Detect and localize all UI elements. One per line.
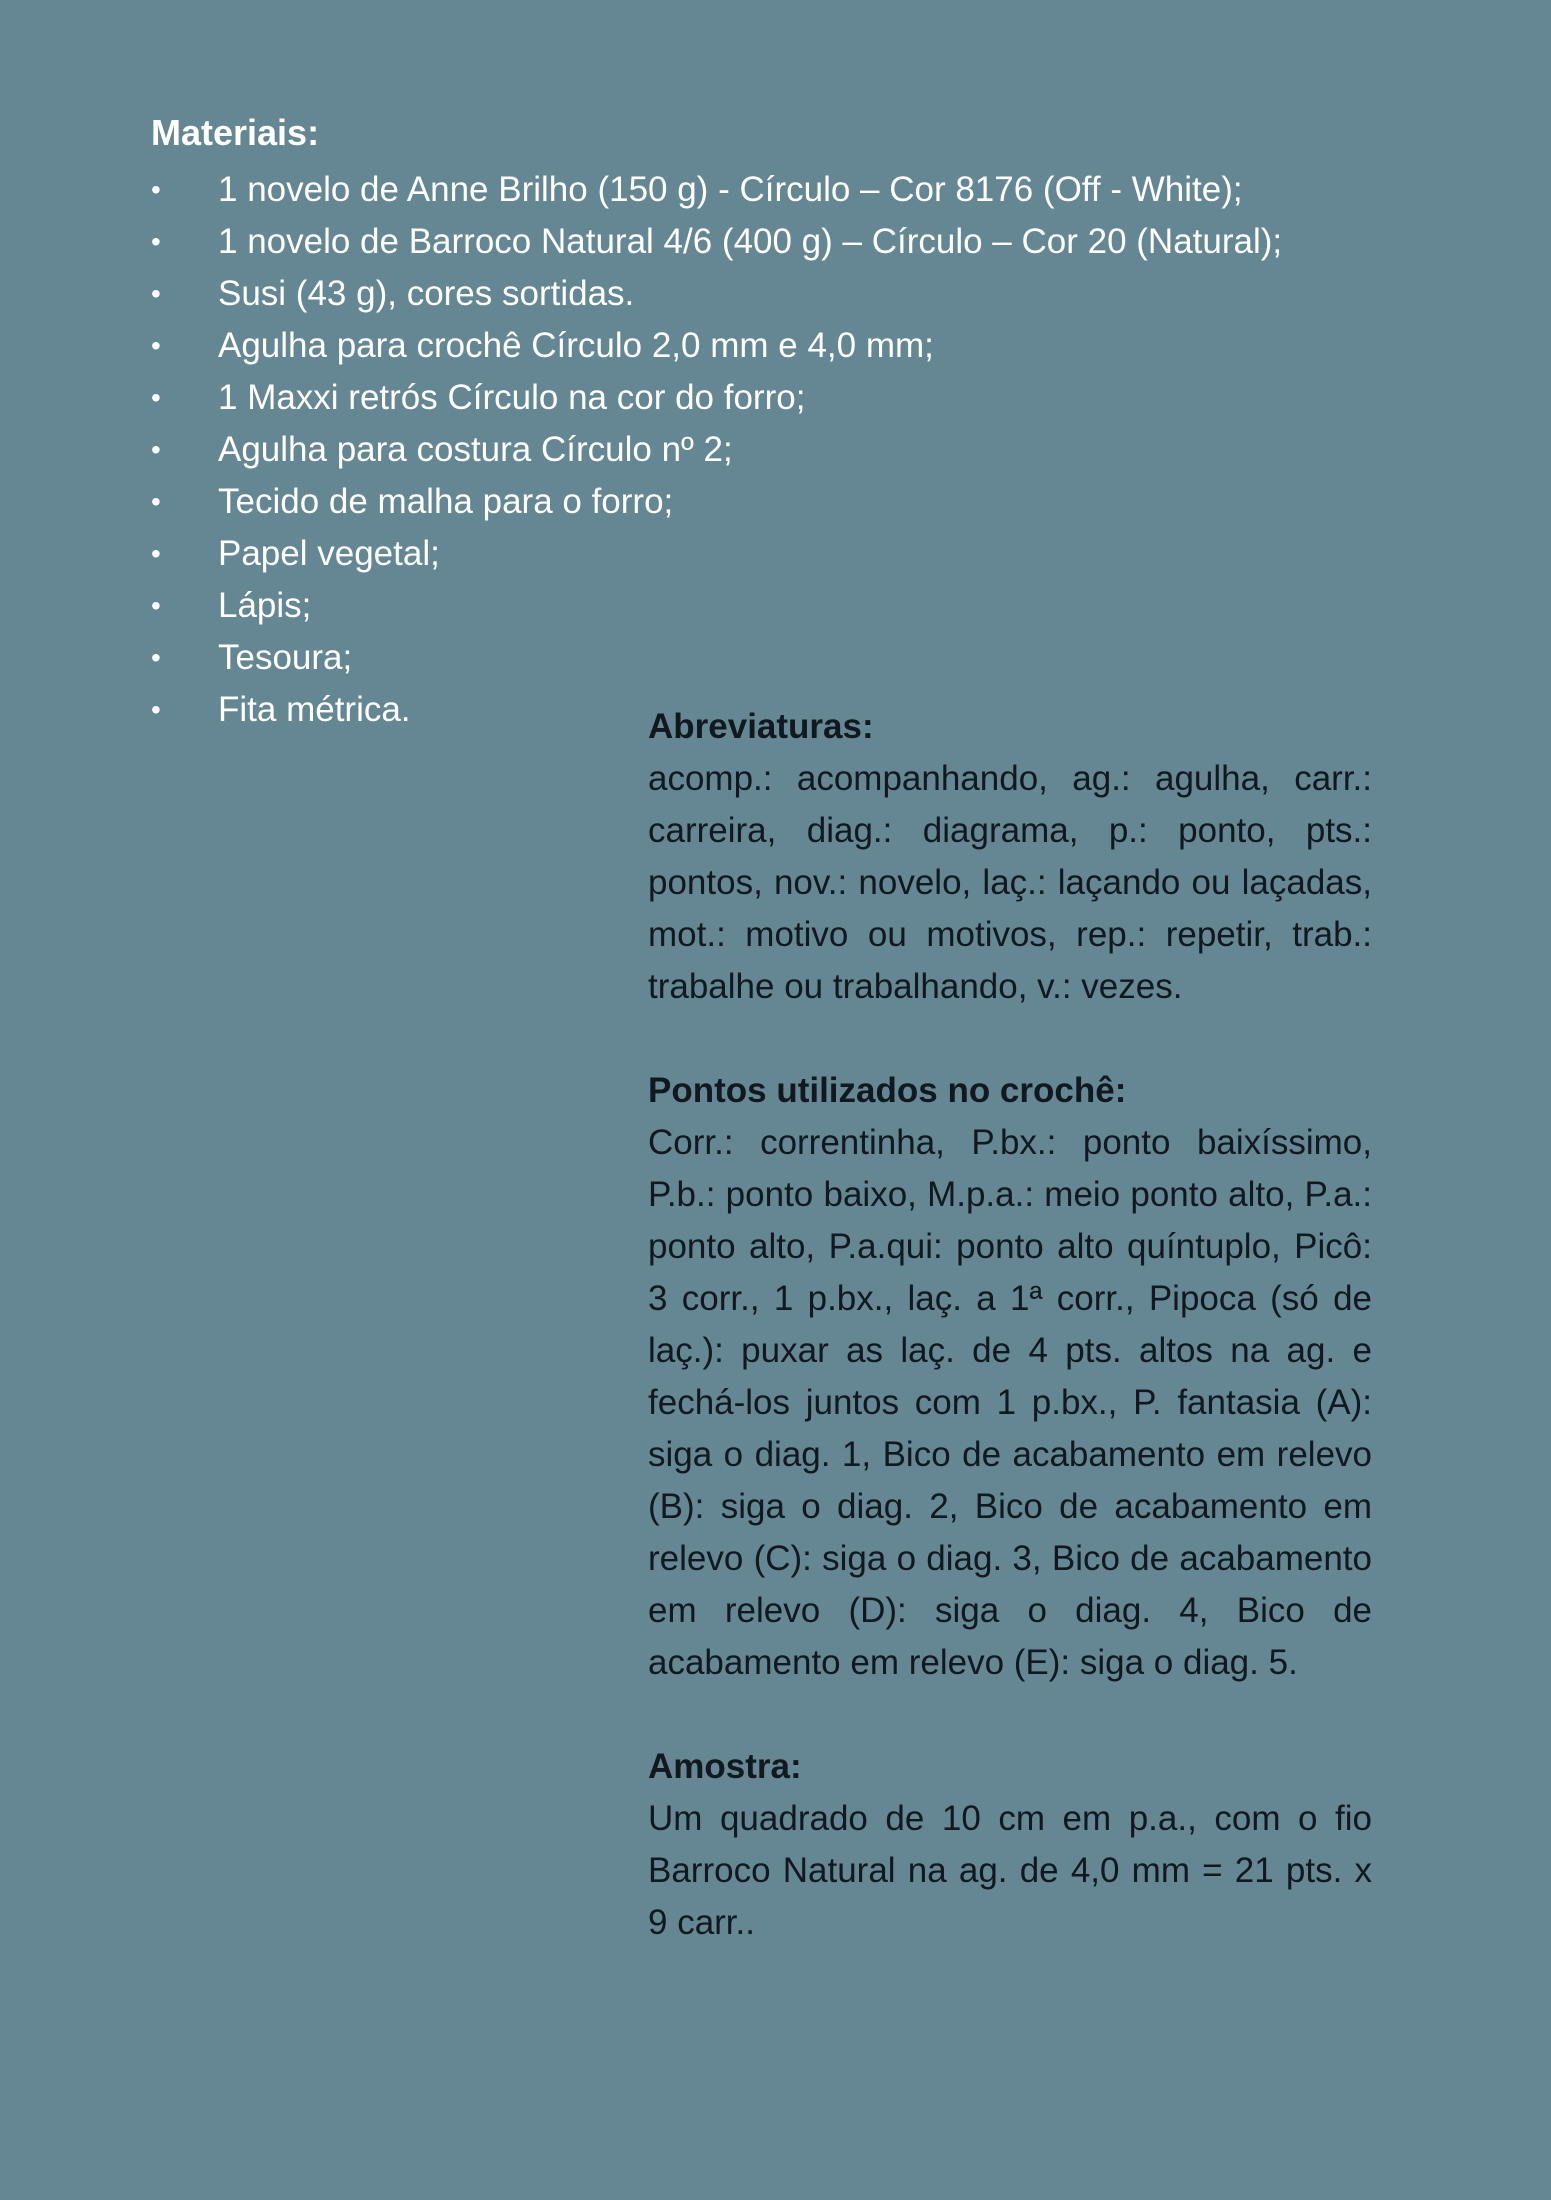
- material-text: Tecido de malha para o forro;: [218, 482, 674, 521]
- list-item: [151, 528, 1451, 580]
- material-text: Lápis;: [218, 586, 312, 625]
- right-column: [648, 701, 1372, 2001]
- material-text: 1 novelo de Barroco Natural 4/6 (400 g) – Círculo – Cor 20 (Natural);: [218, 222, 1283, 261]
- materials-section: [151, 108, 1451, 736]
- list-item: [151, 216, 1368, 268]
- bullet-icon: •: [151, 694, 161, 725]
- list-item: [151, 372, 1451, 424]
- material-text: 1 Maxxi retrós Círculo na cor do forro;: [218, 378, 806, 417]
- sample-title: Amostra:: [648, 1747, 802, 1786]
- bullet-icon: •: [151, 330, 161, 361]
- list-item: [151, 476, 1451, 528]
- list-item: [151, 164, 1451, 216]
- bullet-icon: •: [151, 590, 161, 621]
- material-text: Agulha para crochê Círculo 2,0 mm e 4,0 mm;: [218, 326, 934, 365]
- bullet-icon: •: [151, 538, 161, 569]
- stitches-text: Corr.: correntinha, P.bx.: ponto baixíssimo, P.b.: ponto baixo, M.p.a.: meio ponto alto, P.a.: ponto alto, P.a.qui: ponto alto quíntuplo, Picô: 3 corr., 1 p.bx., laç. a 1ª corr., Pipoca (só de laç.): puxar as laç. de 4 pts. altos na ag. e fechá-los juntos com 1 p.bx., P. fantasia (A): siga o diag. 1, Bico de acabamento em relevo (B): siga o diag. 2, Bico de acabamento em relevo (C): siga o diag. 3, Bico de acabamento em relevo (D): siga o diag. 4, Bico de acabamento em relevo (E): siga o diag. 5.: [648, 1123, 1372, 1682]
- list-item: [151, 320, 1451, 372]
- bullet-icon: •: [151, 642, 161, 673]
- stitches-title: Pontos utilizados no crochê:: [648, 1071, 1127, 1110]
- abbreviations-section: [648, 701, 1372, 1013]
- material-text: 1 novelo de Anne Brilho (150 g) - Círculo – Cor 8176 (Off - White);: [218, 170, 1243, 209]
- list-item: [151, 424, 1451, 476]
- bullet-icon: •: [151, 226, 161, 257]
- bullet-icon: •: [151, 174, 161, 205]
- material-text: Agulha para costura Círculo nº 2;: [218, 430, 733, 469]
- material-text: Susi (43 g), cores sortidas.: [218, 274, 635, 313]
- material-text: Papel vegetal;: [218, 534, 440, 573]
- materials-title: Materiais:: [151, 112, 320, 153]
- sample-text: Um quadrado de 10 cm em p.a., com o fio Barroco Natural na ag. de 4,0 mm = 21 pts. x 9 carr..: [648, 1799, 1372, 1942]
- sample-section: [648, 1741, 1372, 1949]
- bullet-icon: •: [151, 382, 161, 413]
- list-item: [151, 268, 1451, 320]
- list-item: [151, 632, 1451, 684]
- abbreviations-title: Abreviaturas:: [648, 707, 874, 746]
- stitches-section: [648, 1065, 1372, 1689]
- material-text: Tesoura;: [218, 638, 353, 677]
- abbreviations-text: acomp.: acompanhando, ag.: agulha, carr.: carreira, diag.: diagrama, p.: ponto, pts.: pontos, nov.: novelo, laç.: laçando ou laçadas, mot.: motivo ou motivos, rep.: repetir, trab.: trabalhe ou trabalhando, v.: vezes.: [648, 759, 1372, 1006]
- material-text: Fita métrica.: [218, 690, 411, 729]
- bullet-icon: •: [151, 434, 161, 465]
- bullet-icon: •: [151, 486, 161, 517]
- list-item: [151, 580, 1451, 632]
- bullet-icon: •: [151, 278, 161, 309]
- materials-list: [151, 164, 1451, 736]
